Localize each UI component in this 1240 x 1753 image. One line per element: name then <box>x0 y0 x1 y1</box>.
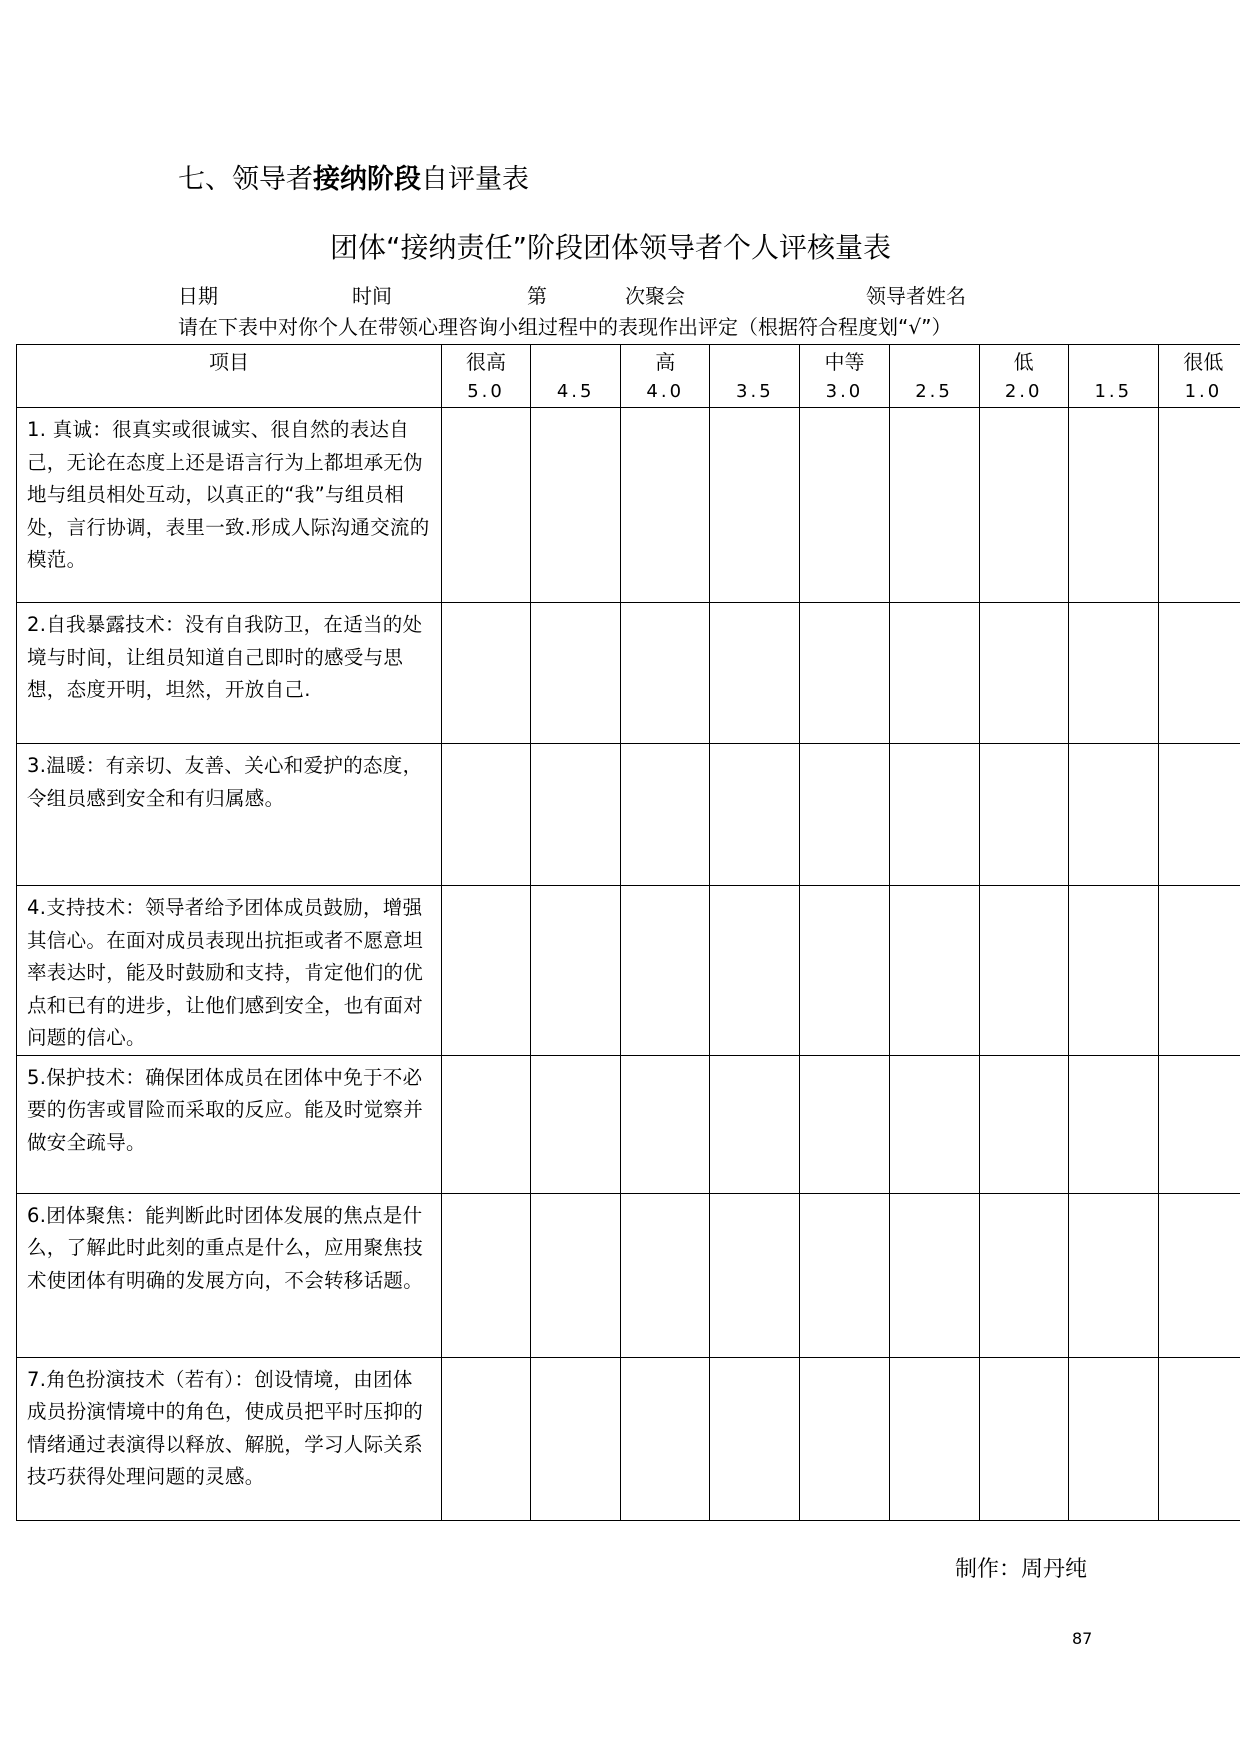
form-title: 团体“接纳责任”阶段团体领导者个人评核量表 <box>330 231 892 264</box>
rating-cell[interactable] <box>889 744 979 886</box>
rating-cell[interactable] <box>800 1357 889 1520</box>
rating-cell[interactable] <box>531 1357 621 1520</box>
author-credit: 制作：周丹纯 <box>955 1557 1088 1582</box>
heading-suffix: 自评量表 <box>421 164 529 195</box>
rating-cell[interactable] <box>442 408 531 603</box>
rating-cell[interactable] <box>621 1193 710 1357</box>
level-label: 很高 <box>466 350 507 374</box>
rating-cell[interactable] <box>442 744 531 886</box>
score-header-cell <box>1158 345 1240 408</box>
rating-cell[interactable] <box>979 1193 1068 1357</box>
score-value: 3.5 <box>736 381 774 402</box>
rating-cell[interactable] <box>1158 1055 1240 1193</box>
score-value: 1.5 <box>1094 381 1133 402</box>
rating-cell[interactable] <box>979 886 1068 1056</box>
rating-cell[interactable] <box>442 1357 531 1520</box>
rating-cell[interactable] <box>710 1357 800 1520</box>
rating-cell[interactable] <box>442 886 531 1056</box>
item-text: 4.支持技术：领导者给予团体成员鼓励，增强其信心。在面对成员表现出抗拒或者不愿意坦率表达时，能及时鼓励和支持，肯定他们的优点和已有的进步，让他们感到安全，也有面对问题的信心。 <box>27 896 424 1049</box>
rating-cell[interactable] <box>800 408 889 603</box>
score-value: 3.0 <box>825 381 864 402</box>
rating-cell[interactable] <box>800 1055 889 1193</box>
rating-cell[interactable] <box>621 603 710 744</box>
instruction-text: 请在下表中对你个人在带领心理咨询小组过程中的表现作出评定（根据符合程度划“√”） <box>178 315 952 339</box>
rating-cell[interactable] <box>621 744 710 886</box>
rating-cell[interactable] <box>979 1055 1068 1193</box>
rating-cell[interactable] <box>1068 603 1158 744</box>
item-text: 7.角色扮演技术（若有）：创设情境，由团体成员扮演情境中的角色，使成员把平时压抑的情绪通过表演得以释放、解脱，学习人际关系技巧获得处理问题的灵感。 <box>27 1367 424 1488</box>
score-header-cell <box>442 345 531 408</box>
table-row <box>17 1055 1240 1193</box>
rating-cell[interactable] <box>1068 1357 1158 1520</box>
rating-cell[interactable] <box>621 408 710 603</box>
rating-cell[interactable] <box>621 886 710 1056</box>
item-cell <box>17 744 442 886</box>
score-value: 2.5 <box>915 381 953 402</box>
rating-cell[interactable] <box>442 1193 531 1357</box>
rating-cell[interactable] <box>710 603 800 744</box>
rating-cell[interactable] <box>442 1055 531 1193</box>
leader-name-label: 领导者姓名 <box>866 284 966 308</box>
level-label: 高 <box>655 350 676 374</box>
rating-cell[interactable] <box>531 744 621 886</box>
rating-cell[interactable] <box>531 408 621 603</box>
rating-cell[interactable] <box>979 408 1068 603</box>
score-value: 1.0 <box>1184 381 1223 402</box>
rating-cell[interactable] <box>889 1193 979 1357</box>
rating-table <box>16 344 1240 1521</box>
item-header-cell <box>17 345 442 408</box>
level-label <box>1069 345 1158 376</box>
item-cell <box>17 1357 442 1520</box>
heading-bold-text: 接纳阶段 <box>313 164 421 195</box>
item-cell <box>17 886 442 1056</box>
page-number: 87 <box>1072 1629 1093 1648</box>
level-label <box>890 345 979 376</box>
session-prefix-label: 第 <box>527 284 547 308</box>
score-header-cell <box>889 345 979 408</box>
rating-cell[interactable] <box>531 1193 621 1357</box>
rating-cell[interactable] <box>1068 744 1158 886</box>
table-row <box>17 408 1240 603</box>
rating-cell[interactable] <box>531 603 621 744</box>
rating-cell[interactable] <box>710 1193 800 1357</box>
score-value: 4.0 <box>646 381 685 402</box>
score-header-cell <box>710 345 800 408</box>
table-row <box>17 1357 1240 1520</box>
rating-cell[interactable] <box>621 1055 710 1193</box>
rating-cell[interactable] <box>1068 1055 1158 1193</box>
table-row <box>17 603 1240 744</box>
rating-cell[interactable] <box>1158 1193 1240 1357</box>
rating-cell[interactable] <box>800 603 889 744</box>
rating-cell[interactable] <box>979 1357 1068 1520</box>
item-text: 6.团体聚焦：能判断此时团体发展的焦点是什么，了解此时此刻的重点是什么，应用聚焦技术使团体有明确的发展方向，不会转移话题。 <box>27 1203 424 1292</box>
score-value: 5.0 <box>467 381 505 402</box>
date-label: 日期 <box>178 284 218 308</box>
rating-cell[interactable] <box>800 744 889 886</box>
item-text: 2.自我暴露技术：没有自我防卫，在适当的处境与时间，让组员知道自己即时的感受与思想，态度开明，坦然，开放自己. <box>27 613 423 701</box>
time-label: 时间 <box>352 284 392 308</box>
item-cell <box>17 603 442 744</box>
rating-cell[interactable] <box>442 603 531 744</box>
rating-cell[interactable] <box>710 408 800 603</box>
section-heading <box>178 160 529 200</box>
rating-cell[interactable] <box>710 886 800 1056</box>
score-value: 2.0 <box>1004 381 1043 402</box>
item-cell <box>17 1193 442 1357</box>
item-text: 1. 真诚：很真实或很诚实、很自然的表达自己，无论在态度上还是语言行为上都坦承无伪地与组员相处互动，以真正的“我”与组员相处，言行协调，表里一致.形成人际沟通交流的模范。 <box>27 418 430 571</box>
item-header: 项目 <box>209 350 249 374</box>
level-label: 很低 <box>1183 350 1224 374</box>
rating-cell[interactable] <box>800 886 889 1056</box>
score-header-cell <box>800 345 889 408</box>
table-row <box>17 1193 1240 1357</box>
table-row <box>17 744 1240 886</box>
level-label <box>710 345 799 376</box>
rating-cell[interactable] <box>889 408 979 603</box>
rating-cell[interactable] <box>710 744 800 886</box>
rating-cell[interactable] <box>1158 408 1240 603</box>
rating-cell[interactable] <box>1158 744 1240 886</box>
item-cell <box>17 408 442 603</box>
rating-cell[interactable] <box>1158 1357 1240 1520</box>
item-text: 5.保护技术：确保团体成员在团体中免于不必要的伤害或冒险而采取的反应。能及时觉察并做安全疏导。 <box>27 1065 424 1154</box>
rating-cell[interactable] <box>889 886 979 1056</box>
level-label: 中等 <box>824 350 865 374</box>
rating-cell[interactable] <box>889 1357 979 1520</box>
score-header-cell <box>1068 345 1158 408</box>
heading-prefix: 七、领导者 <box>178 164 313 195</box>
rating-cell[interactable] <box>621 1357 710 1520</box>
level-label: 低 <box>1013 350 1034 374</box>
rating-cell[interactable] <box>710 1055 800 1193</box>
score-header-cell <box>621 345 710 408</box>
rating-cell[interactable] <box>979 603 1068 744</box>
rating-cell[interactable] <box>800 1193 889 1357</box>
rating-cell[interactable] <box>1158 603 1240 744</box>
score-header-cell <box>979 345 1068 408</box>
rating-cell[interactable] <box>1068 1193 1158 1357</box>
score-header-cell <box>531 345 621 408</box>
rating-cell[interactable] <box>889 603 979 744</box>
level-label <box>531 345 620 376</box>
rating-cell[interactable] <box>889 1055 979 1193</box>
header-row <box>17 345 1240 408</box>
rating-cell[interactable] <box>1068 408 1158 603</box>
rating-cell[interactable] <box>531 886 621 1056</box>
score-value: 4.5 <box>556 381 595 402</box>
rating-cell[interactable] <box>979 744 1068 886</box>
item-cell <box>17 1055 442 1193</box>
session-suffix-label: 次聚会 <box>625 284 685 308</box>
rating-cell[interactable] <box>1068 886 1158 1056</box>
item-text: 3.温暖：有亲切、友善、关心和爱护的态度，令组员感到安全和有归属感。 <box>27 754 423 810</box>
rating-cell[interactable] <box>531 1055 621 1193</box>
rating-cell[interactable] <box>1158 886 1240 1056</box>
table-row <box>17 886 1240 1056</box>
